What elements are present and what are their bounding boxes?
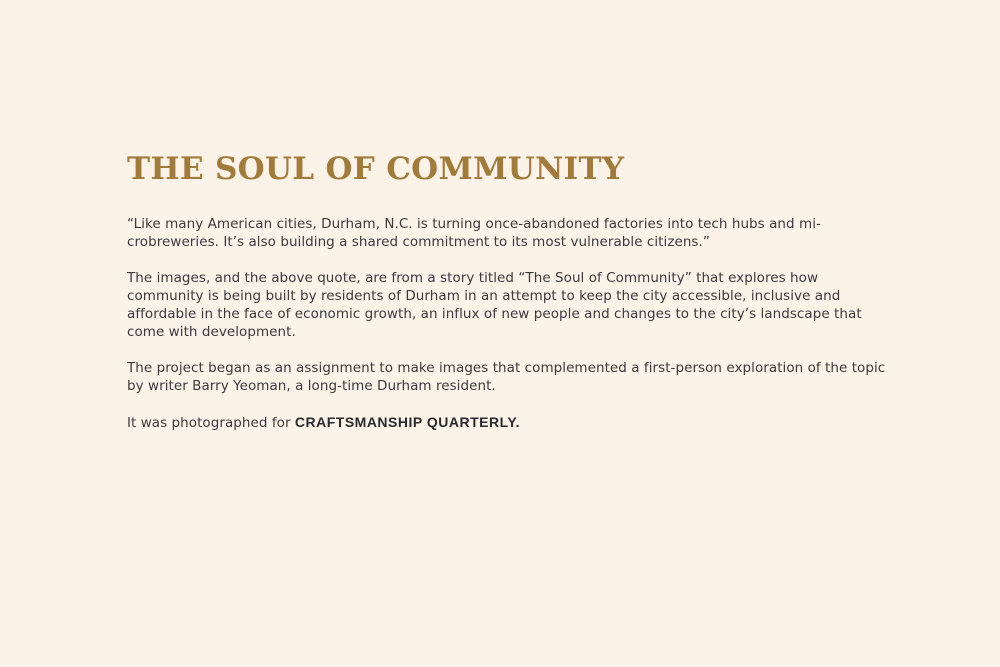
about-paragraph: The images, and the above quote, are from a story titled “The Soul of Community” that explores how community is being built by residents of Durham in an attempt to keep the city accessible, inclusive and affordable in the face of economic growth, an influx of new people and changes to the city’s landscape that come with development. xyxy=(127,270,862,340)
credit-prefix: It was photographed for xyxy=(127,415,291,431)
credit-paragraph xyxy=(127,413,887,432)
page-title: THE SOUL OF COMMUNITY xyxy=(127,151,625,187)
project-paragraph: The project began as an assignment to make images that complemented a first-person exploration of the topic by writer Barry Yeoman, a long-time Durham resident. xyxy=(127,360,886,394)
publication-name: CRAFTSMANSHIP QUARTERLY. xyxy=(294,414,521,430)
article-content xyxy=(127,150,887,432)
quote-paragraph: “Like many American cities, Durham, N.C. is turning once-abandoned factories into tech hubs and mi-crobreweries. It’s also building a shared commitment to its most vulnerable citizens.” xyxy=(127,216,821,250)
